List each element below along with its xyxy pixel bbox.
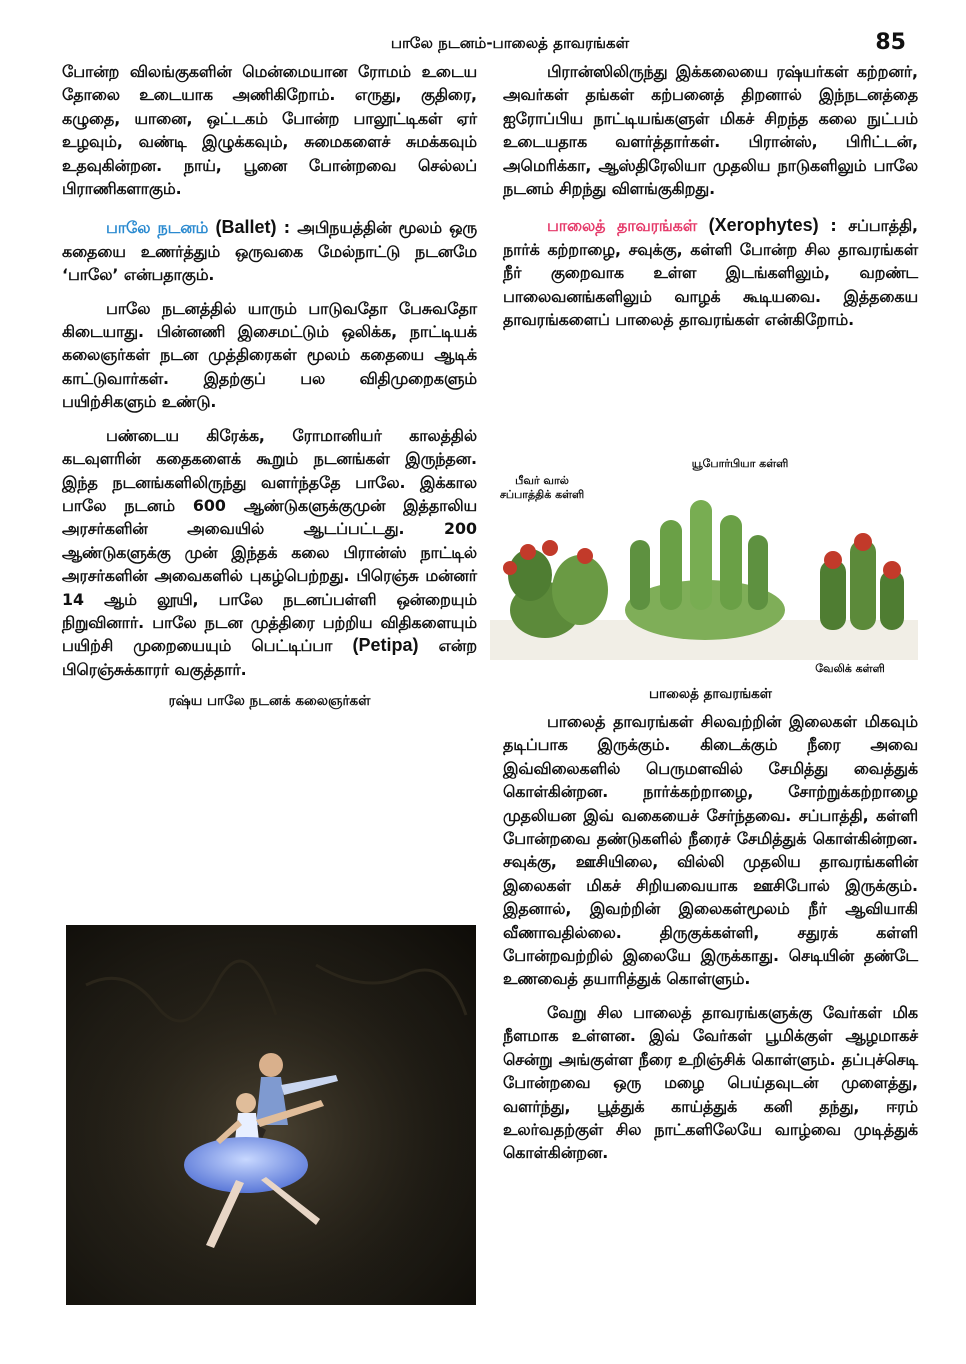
paragraph-ballet-definition bbox=[62, 216, 477, 286]
paragraph-animals: போன்ற விலங்குகளின் மென்மையான ரோமம் உடைய தோலை உடையாக அணிகிறோம். எருது, குதிரை, கழுதை, யானை, ஒட்டகம் போன்ற பாலூட்டிகள் ஏர் உழவும், வண்டி இழுக்கவும், சுமைகளைச் சுமக்கவும் உதவுகின்றன. நாய், பூனை போன்றவை செல்லப் பிராணிகளாகும். bbox=[62, 62, 477, 199]
left-column bbox=[62, 60, 477, 717]
paragraph-long-roots: வேறு சில பாலைத் தாவரங்களுக்கு வேர்கள் மிக நீளமாக உள்ளன. இவ் வேர்கள் பூமிக்குள் ஆழமாகச் சென்று அங்குள்ள நீரை உறிஞ்சிக் கொள்ளும். தப்புச்செடி போன்றவை ஒரு மழை பெய்தவுடன் முளைத்து, வளர்ந்து, பூத்துக் காய்த்துக் கனி தந்து, ஈரம் உலர்வதற்குள் சில நாட்களிலேயே வாழ்வை முடித்துக் கொள்கின்றன. bbox=[503, 1002, 918, 1163]
term-ballet-latin: (Ballet) bbox=[215, 217, 277, 238]
running-title: பாலே நடனம்-பாலைத் தாவரங்கள் bbox=[390, 34, 630, 52]
page-header bbox=[60, 30, 906, 60]
paragraph-xerophytes-definition bbox=[503, 214, 918, 331]
label-euphorbia: யூபோர்பியா கள்ளி bbox=[691, 457, 789, 470]
paragraph-russian-ballet: பிரான்ஸிலிருந்து இக்கலையை ரஷ்யர்கள் கற்றனர், அவர்கள் தங்கள் கற்பனைத் திறனால் இந்நடனத்தை ஐரோப்பிய நாட்டியங்களுள் மிகச் சிறந்த கலை நுட்பம் உடையதாக வளர்த்தார்கள். பிரான்ஸ், பிரிட்டன், அமெரிக்கா, ஆஸ்திரேலியா முதலிய நாடுகளிலும் பாலே நடனம் சிறந்து விளங்குகிறது. bbox=[503, 62, 918, 199]
right-column-lower bbox=[503, 710, 918, 1175]
term-xerophytes: பாலைத் தாவரங்கள் bbox=[547, 216, 698, 236]
xerophytes-definition-text: : சப்பாத்தி, நார்க் கற்றாழை, சவுக்கு, கள்ளி போன்ற சில தாவரங்கள் நீர் குறைவாக உள்ள இடங்களிலும், வறண்ட பாலைவனங்களிலும் வாழக் கூடியவை. இத்தகைய தாவரங்களைப் பாலைத் தாவரங்கள் என்கிறோம். bbox=[503, 216, 919, 330]
page-number: 85 bbox=[875, 30, 906, 55]
paragraph-ballet-no-speech: பாலே நடனத்தில் யாரும் பாடுவதோ பேசுவதோ கிடையாது. பின்னணி இசைமட்டும் ஒலிக்க, நாட்டியக் கலைஞர்கள் நடன முத்திரைகள் மூலம் கதையை ஆடிக் காட்டுவார்கள். இதற்குப் பல விதிமுறைகளும் பயிற்சிகளும் உண்டு. bbox=[62, 298, 477, 412]
figure-caption: பாலைத் தாவரங்கள் bbox=[649, 686, 772, 702]
ballet-photo bbox=[66, 925, 476, 1305]
term-petipa: (Petipa) bbox=[352, 635, 419, 656]
ballet-history-end: என்ற பிரெஞ்சுக்காரர் வகுத்தார். bbox=[62, 636, 478, 679]
ballet-definition-text: : அபிநயத்தின் மூலம் ஒரு கதையை உணர்த்தும் ஒருவகை மேல்நாட்டு நடனமே ‘பாலே’ என்பதாகும். bbox=[62, 218, 478, 285]
label-fence-cactus: வேலிக் கள்ளி bbox=[815, 662, 885, 675]
paragraph-thick-leaves: பாலைத் தாவரங்கள் சிலவற்றின் இலைகள் மிகவும் தடிப்பாக இருக்கும். கிடைக்கும் நீரை அவை இவ்விலைகளில் பெருமளவில் சேமித்து வைத்துக் கொள்கின்றன. நார்க்கற்றாழை, சோற்றுக்கற்றாழை முதலியன இவ் வகையைச் சேர்ந்தவை. சப்பாத்தி, கள்ளி போன்றவை தண்டுகளில் நீரைச் சேமித்துக் கொள்கின்றன. சவுக்கு, ஊசியிலை, வில்லி முதலிய தாவரங்களின் இலைகள் மிகச் சிறியவையாக ஊசிபோல் இருக்கும். இதனால், இவற்றின் இலைகள்மூலம் நீர் ஆவியாகி வீணாவதில்லை. திருகுக்கள்ளி, சதுரக் கள்ளி போன்றவற்றில் இலையே இருக்காது. செடியின் தண்டே உணவைத் தயாரித்துக் கொள்ளும். bbox=[503, 712, 918, 989]
right-column bbox=[503, 60, 918, 341]
term-xerophytes-latin: (Xerophytes) bbox=[708, 215, 819, 236]
label-beavertail: பீவர் வால் சப்பாத்திக் கள்ளி bbox=[499, 474, 585, 501]
photo-caption: ரஷ்ய பாலே நடனக் கலைஞர்கள் bbox=[168, 693, 371, 710]
xerophytes-illustration bbox=[490, 490, 918, 660]
term-ballet: பாலே நடனம் bbox=[106, 218, 209, 238]
paragraph-ballet-history bbox=[62, 424, 477, 681]
ballet-history-text: பண்டைய கிரேக்க, ரோமானியர் காலத்தில் கடவுளரின் கதைகளைக் கூறும் நடனங்கள் இருந்தன. இந்த நடனங்களிலிருந்து வளர்ந்ததே பாலே. இக்கால பாலே நடனம் 600 ஆண்டுகளுக்குமுன் இத்தாலிய அரசர்களின் அவையில் ஆடப்பட்டது. 200 ஆண்டுகளுக்கு முன் இந்தக் கலை பிரான்ஸ் நாட்டில் அரசர்களின் அவைகளில் புகழ்பெற்றது. பிரெஞ்சு மன்னர் 14 ஆம் லூயி, பாலே நடனப்பள்ளி ஒன்றையும் நிறுவினார். பாலே நடன முத்திரை பற்றிய விதிகளையும் பயிற்சி முறையையும் பெட்டிப்பா bbox=[62, 425, 477, 656]
